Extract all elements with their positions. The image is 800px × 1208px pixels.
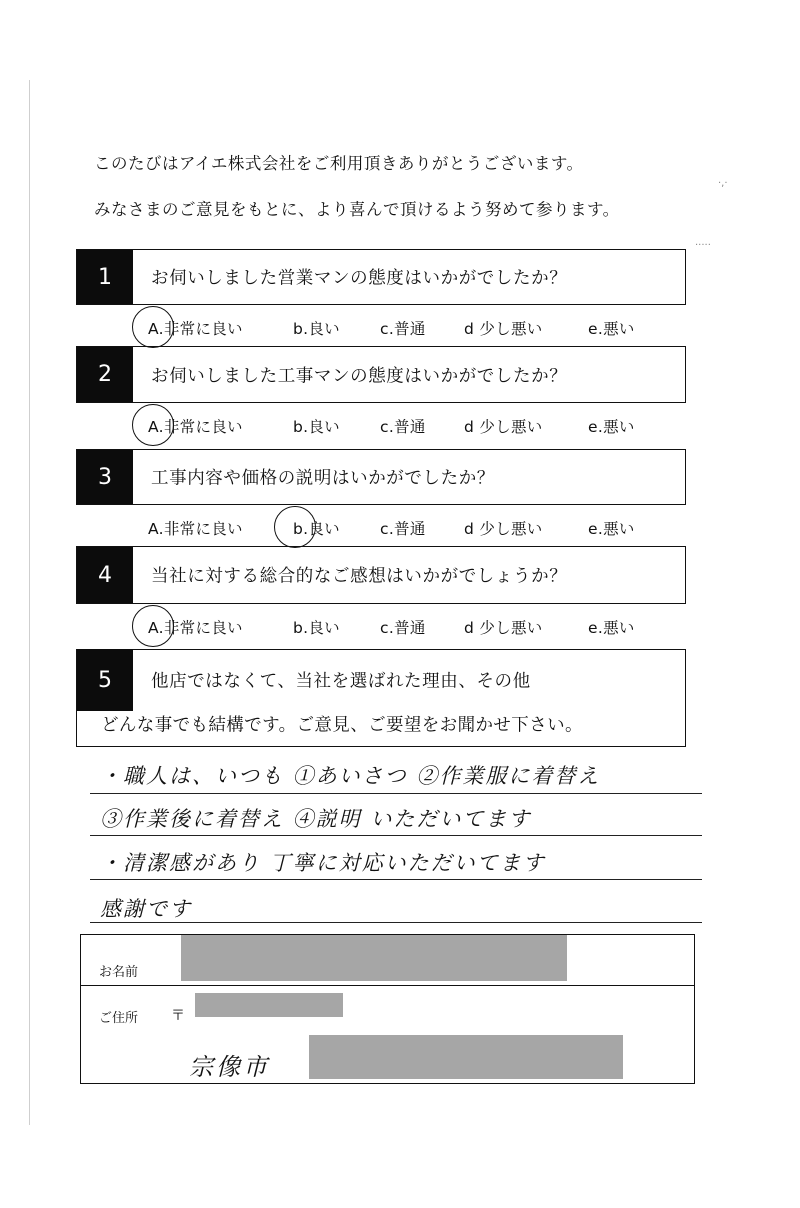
choice-c[interactable]: c.普通 — [380, 418, 426, 436]
choice-a[interactable]: A.非常に良い — [148, 320, 243, 338]
info-divider — [81, 985, 694, 986]
question-number-3: 3 — [77, 450, 133, 504]
choice-a[interactable]: A.非常に良い — [148, 520, 243, 538]
address-label: ご住所 — [99, 1011, 139, 1026]
name-redaction — [181, 935, 567, 981]
ruled-line — [90, 835, 702, 836]
city-handwritten: 宗像市 — [189, 1053, 270, 1081]
question-4-box — [76, 546, 686, 604]
choice-d[interactable]: d 少し悪い — [464, 418, 543, 436]
choice-e[interactable]: e.悪い — [588, 320, 635, 338]
choice-b[interactable]: b.良い — [293, 520, 340, 538]
question-4-choices — [148, 616, 688, 640]
choice-b[interactable]: b.良い — [293, 619, 340, 637]
selection-circle — [132, 306, 174, 348]
choice-d[interactable]: d 少し悪い — [464, 619, 543, 637]
selection-circle — [132, 404, 174, 446]
question-number-1: 1 — [77, 250, 133, 304]
question-1-choices — [148, 317, 688, 341]
question-2-choices — [148, 415, 688, 439]
selection-circle — [132, 605, 174, 647]
handwritten-line-3: ・清潔感があり 丁寧に対応いただいてます — [100, 851, 546, 875]
ruled-line — [90, 793, 702, 794]
choice-d[interactable]: d 少し悪い — [464, 520, 543, 538]
question-1-box — [76, 249, 686, 305]
question-number-2: 2 — [77, 347, 133, 402]
question-number-4: 4 — [77, 547, 133, 603]
choice-e[interactable]: e.悪い — [588, 520, 635, 538]
question-4-text: 当社に対する総合的なご感想はいかがでしょうか？ — [151, 566, 568, 587]
question-2-text: お伺いしました工事マンの態度はいかがでしたか？ — [151, 366, 568, 386]
ruled-line — [90, 922, 702, 923]
intro-line-2: みなさまのご意見をもとに、より喜んで頂けるよう努めて参ります。 — [94, 200, 620, 219]
question-5-text-line-1: 他店ではなくて、当社を選ばれた理由、その他 — [151, 671, 531, 692]
question-2-box — [76, 346, 686, 403]
choice-e[interactable]: e.悪い — [588, 418, 635, 436]
choice-b[interactable]: b.良い — [293, 320, 340, 338]
question-5-text-line-2: どんな事でも結構です。ご意見、ご要望をお聞かせ下さい。 — [101, 715, 583, 736]
customer-info-box — [80, 934, 695, 1084]
choice-a[interactable]: A.非常に良い — [148, 619, 243, 637]
question-1-text: お伺いしました営業マンの態度はいかがでしたか？ — [151, 268, 568, 289]
handwritten-line-4: 感謝です — [100, 897, 192, 921]
choice-c[interactable]: c.普通 — [380, 520, 426, 538]
name-label: お名前 — [99, 965, 139, 980]
choice-c[interactable]: c.普通 — [380, 619, 426, 637]
choice-d[interactable]: d 少し悪い — [464, 320, 543, 338]
question-number-5: 5 — [77, 649, 133, 711]
question-3-box — [76, 449, 686, 505]
question-3-text: 工事内容や価格の説明はいかがでしたか？ — [151, 468, 495, 489]
choice-b[interactable]: b.良い — [293, 418, 340, 436]
choice-e[interactable]: e.悪い — [588, 619, 635, 637]
handwritten-line-1: ・職人は、いつも ①あいさつ ②作業服に着替え — [100, 764, 601, 788]
selection-circle — [274, 506, 316, 548]
choice-c[interactable]: c.普通 — [380, 320, 426, 338]
page-edge-line — [29, 80, 30, 1125]
scan-speck: ····· — [695, 240, 711, 251]
postal-code-redaction — [195, 993, 343, 1017]
scan-speck: ·,· — [718, 178, 728, 189]
intro-line-1: このたびはアイエ株式会社をご利用頂きありがとうございます。 — [94, 154, 584, 173]
address-redaction — [309, 1035, 623, 1079]
question-5-box — [76, 649, 686, 747]
ruled-line — [90, 879, 702, 880]
choice-a[interactable]: A.非常に良い — [148, 418, 243, 436]
question-3-choices — [148, 517, 688, 541]
handwritten-line-2: ③作業後に着替え ④説明 いただいてます — [100, 807, 532, 831]
postal-mark: 〒 — [171, 1008, 185, 1024]
